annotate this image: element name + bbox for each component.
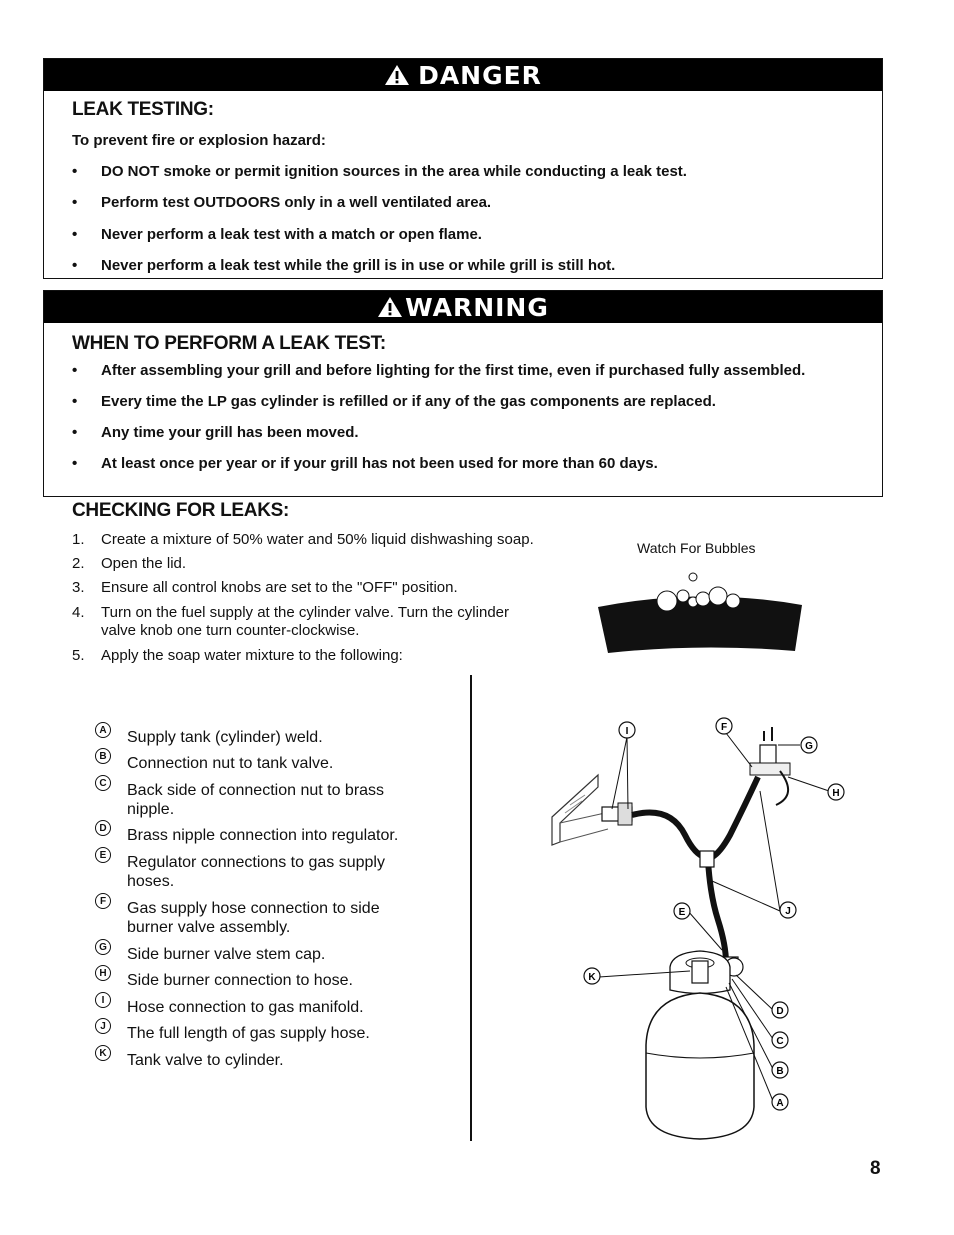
when-to-test-title: WHEN TO PERFORM A LEAK TEST: <box>72 333 386 354</box>
svg-text:J: J <box>785 906 791 917</box>
part-letter: B <box>95 748 111 764</box>
step-item: 4. Turn on the fuel supply at the cylinder valve. Turn the cylinder valve knob one turn counter-clockwise. <box>72 604 509 639</box>
danger-bullet: • Perform test OUTDOORS only in a well ventilated area. <box>72 194 492 211</box>
part-letter: H <box>95 965 111 981</box>
svg-text:B: B <box>776 1066 784 1077</box>
callout-d <box>772 1002 788 1018</box>
warning-header <box>44 291 882 323</box>
bubble-illustration <box>590 565 810 660</box>
callout-c <box>772 1032 788 1048</box>
svg-text:C: C <box>776 1036 784 1047</box>
part-letter: G <box>95 939 111 955</box>
page-number: 8 <box>870 1158 881 1179</box>
warning-triangle-icon <box>377 296 403 318</box>
svg-text:E: E <box>678 907 686 918</box>
part-letter: K <box>95 1045 111 1061</box>
step-item: 5. Apply the soap water mixture to the following: <box>72 647 403 664</box>
callout-a <box>772 1094 788 1110</box>
warning-bullet: • At least once per year or if your grill has not been used for more than 60 days. <box>72 455 658 472</box>
svg-text:A: A <box>776 1098 784 1109</box>
callout-i <box>619 722 635 738</box>
step-item: 1. Create a mixture of 50% water and 50% liquid dishwashing soap. <box>72 531 534 548</box>
part-item: H Side burner connection to hose. <box>95 971 417 990</box>
gas-system-diagram <box>540 705 860 1145</box>
checking-title: CHECKING FOR LEAKS: <box>72 500 290 521</box>
part-item: G Side burner valve stem cap. <box>95 945 417 964</box>
svg-text:G: G <box>805 741 813 752</box>
part-item: C Back side of connection nut to brass nipple. <box>95 781 417 819</box>
leak-testing-title: LEAK TESTING: <box>72 99 214 120</box>
danger-header <box>44 59 882 91</box>
part-letter: F <box>95 893 111 909</box>
part-item: F Gas supply hose connection to side burner valve assembly. <box>95 899 417 937</box>
part-item: D Brass nipple connection into regulator. <box>95 826 427 845</box>
part-letter: A <box>95 722 111 738</box>
callout-j <box>780 902 796 918</box>
callout-g <box>801 737 817 753</box>
svg-text:I: I <box>625 726 629 737</box>
warning-triangle-icon <box>384 64 410 86</box>
part-letter: E <box>95 847 111 863</box>
part-item: J The full length of gas supply hose. <box>95 1024 417 1043</box>
danger-header-text: DANGER <box>418 60 542 90</box>
danger-bullet: • Never perform a leak test while the grill is in use or while grill is still hot. <box>72 257 616 274</box>
part-item: B Connection nut to tank valve. <box>95 754 417 773</box>
part-letter: J <box>95 1018 111 1034</box>
svg-text:F: F <box>720 722 728 733</box>
svg-text:D: D <box>776 1006 784 1017</box>
part-item: A Supply tank (cylinder) weld. <box>95 728 417 747</box>
part-item: I Hose connection to gas manifold. <box>95 998 417 1017</box>
part-letter: I <box>95 992 111 1008</box>
part-letter: D <box>95 820 111 836</box>
part-item: K Tank valve to cylinder. <box>95 1051 417 1070</box>
danger-bullet: • Never perform a leak test with a match or open flame. <box>72 226 482 243</box>
callout-f <box>716 718 732 734</box>
warning-bullet: • After assembling your grill and before lighting for the first time, even if purchased fully assembled. <box>72 362 806 379</box>
svg-text:K: K <box>588 972 596 983</box>
danger-bullet: • DO NOT smoke or permit ignition sources in the area while conducting a leak test. <box>72 163 687 180</box>
step-item: 3. Ensure all control knobs are set to the "OFF" position. <box>72 579 458 596</box>
warning-bullet: • Any time your grill has been moved. <box>72 424 359 441</box>
danger-intro: To prevent fire or explosion hazard: <box>72 132 326 149</box>
step-item: 2. Open the lid. <box>72 555 187 572</box>
warning-header-text: WARNING <box>405 292 549 322</box>
svg-text:H: H <box>832 788 840 799</box>
part-letter: C <box>95 775 111 791</box>
bubble-label: Watch For Bubbles <box>637 540 756 556</box>
callout-h <box>828 784 844 800</box>
callout-k <box>584 968 600 984</box>
callout-b <box>772 1062 788 1078</box>
callout-e <box>674 903 690 919</box>
column-divider <box>470 675 472 1141</box>
part-item: E Regulator connections to gas supply hoses. <box>95 853 417 891</box>
warning-bullet: • Every time the LP gas cylinder is refilled or if any of the gas components are replaced. <box>72 393 716 410</box>
